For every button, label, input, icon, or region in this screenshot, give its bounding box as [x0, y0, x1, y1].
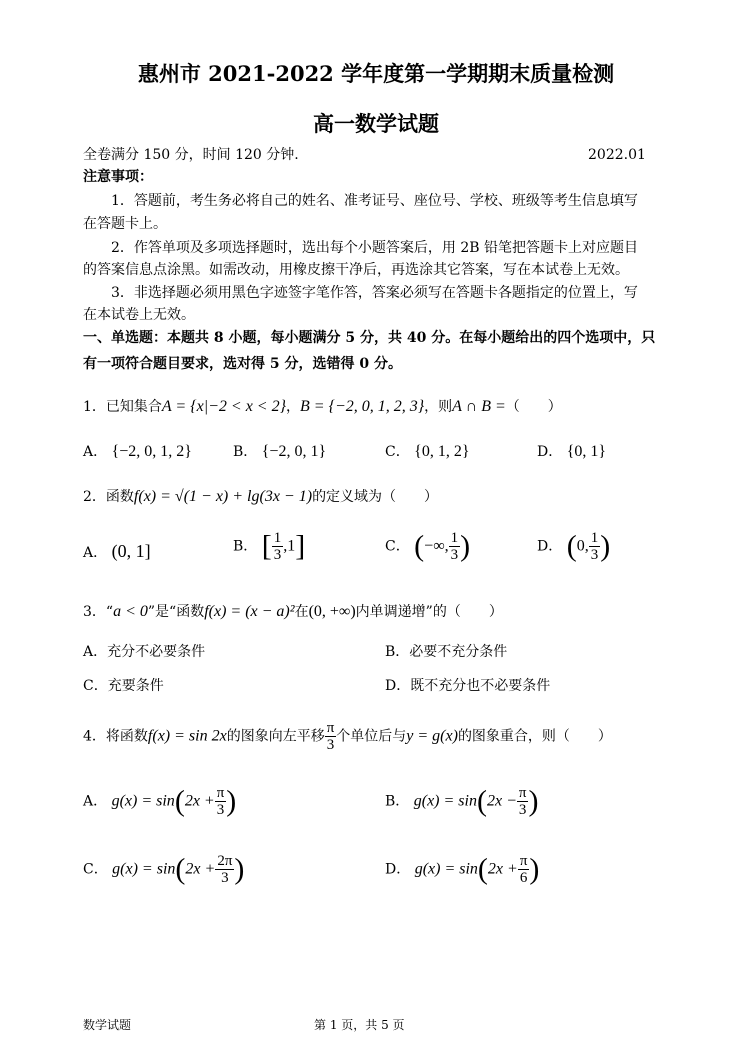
q1-sep: ， — [286, 399, 300, 415]
notice-line: 在答题卡上。 — [83, 216, 167, 232]
q1-mid: ，则 — [424, 399, 453, 415]
footer-page-number: 第 1 页，共 5 页 — [314, 1018, 405, 1032]
question-3: 3．“a < 0”是“函数f(x) = (x − a)²在(0, +∞)内单调递增”的（ ） — [83, 603, 503, 620]
q3-option-a: A．充分不必要条件 — [83, 644, 206, 660]
q1-option-a: A． {−2, 0, 1, 2} — [83, 443, 192, 460]
notice-line: 1．答题前，考生务必将自己的姓名、准考证号、座位号、学校、班级等考生信息填写 — [111, 193, 638, 209]
exam-title: 惠州市 2021-2022 学年度第一学期期末质量检测 — [137, 61, 615, 86]
q1-prefix: 1．已知集合 — [83, 399, 162, 415]
q3-option-d: D．既不充分也不必要条件 — [385, 678, 551, 694]
q4-option-b: B． g(x) = sin(2x − $\frac{\pi}{3}$ ) — [385, 784, 539, 818]
q2-option-d: D． (0, $\frac{1}{3}$ ) — [537, 529, 611, 563]
q2-option-a: A． (0, 1] — [83, 541, 151, 561]
q1-option-b: B． {−2, 0, 1} — [233, 443, 327, 460]
section-heading: 有一项符合题目要求，选对得 5 分，选错得 0 分。 — [83, 356, 402, 372]
q1-blank: （ ） — [505, 399, 562, 415]
q4-option-a: A． g(x) = sin(2x + $\frac{\pi}{3}$ ) — [83, 784, 237, 818]
exam-date: 2022.01 — [588, 147, 646, 163]
q2-option-b: B． [ $\frac{1}{3}$ ,1] — [233, 529, 306, 563]
q1-set-a: A = {x|−2 < x < 2} — [161, 398, 286, 415]
q2-function: f(x) = √(1 − x) + lg(3x − 1) — [133, 488, 313, 505]
question-1 — [83, 396, 562, 418]
exam-subtitle: 高一数学试题 — [313, 111, 439, 136]
q1-option-c: C． {0, 1, 2} — [385, 443, 470, 460]
notice-line: 2．作答单项及多项选择题时，选出每个小题答案后，用 2B 铅笔把答题卡上对应题目 — [111, 240, 639, 256]
notice-line: 3．非选择题必须用黑色字迹签字笔作答，答案必须写在答题卡各题指定的位置上，写 — [111, 285, 638, 301]
question-2: 2．函数f(x) = √(1 − x) + lg(3x − 1)的定义域为（ ） — [83, 488, 439, 505]
q2-option-c: C． (−∞, $\frac{1}{3}$ ) — [385, 529, 471, 563]
section-heading: 一、单选题：本题共 8 小题，每小题满分 5 分，共 40 分。在每小题给出的四个选项中，只 — [83, 330, 656, 346]
q3-option-c: C．充要条件 — [83, 678, 164, 694]
notice-heading: 注意事项： — [83, 169, 153, 185]
q4-option-c: C． g(x) = sin(2x + $\frac{2\pi}{3}$ ) — [83, 852, 245, 886]
notice-line: 的答案信息点涂黑。如需改动，用橡皮擦干净后，再选涂其它答案，写在本试卷上无效。 — [83, 262, 629, 278]
q1-expr: A ∩ B = — [452, 398, 506, 415]
q1-set-b: B = {−2, 0, 1, 2, 3} — [300, 398, 425, 415]
footer-left: 数学试题 — [83, 1018, 132, 1032]
q3-option-b: B．必要不充分条件 — [385, 644, 508, 660]
question-4: 4．将函数f(x) = sin 2x的图象向左平移 $\frac{\pi}{3}$ 个单位后与y = g(x)的图象重合，则（ ） — [83, 720, 612, 753]
exam-info: 全卷满分 150 分，时间 120 分钟. — [83, 147, 299, 163]
notice-line: 在本试卷上无效。 — [83, 307, 195, 323]
q4-option-d: D． g(x) = sin(2x + $\frac{\pi}{6}$ ) — [385, 852, 540, 886]
q1-option-d: D． {0, 1} — [537, 443, 607, 460]
